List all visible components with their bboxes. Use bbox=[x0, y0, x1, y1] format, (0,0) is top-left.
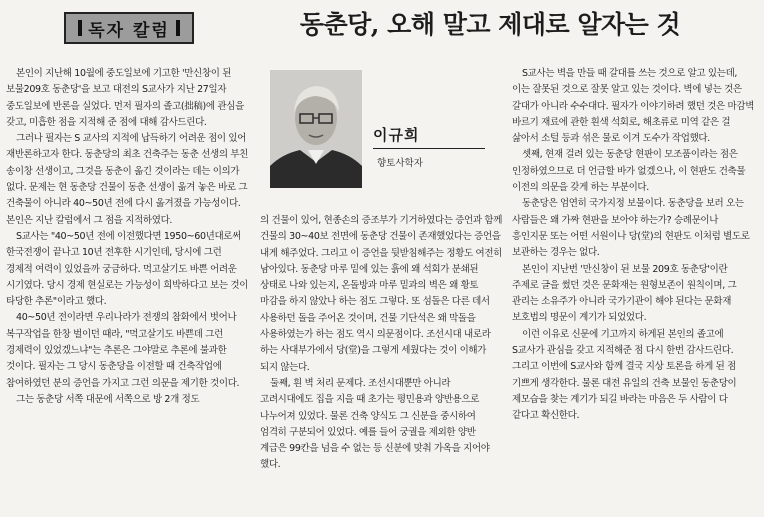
paragraph: S교사는 "40~50년 전에 이전했다면 1950~60년대로써 한국전쟁이 끝나고 10년 전후한 시기인데, 당시에 그런 경제적 여력이 있었을까 궁금하다. 먹고살기도 바쁜 어려운 시기였다. 당시 경제 현실로는 가능성이 희박하다고 보는 것이 타당한 추론"이라고 했다. bbox=[6, 230, 249, 308]
paragraph: 그러나 필자는 S 교사의 지적에 납득하기 어려운 점이 있어 재반론하고자 한다. 동춘당의 최초 건축주는 동춘 선생의 부친 송이창 선생이고, 그것을 동춘이 옮긴 것이라는 데는 이의가 없다. 문제는 현 동춘당 건물이 동춘 선생이 옮겨 놓은 바로 그 건축물이 아니라 40~50년 전에 다시 옮겨졌을 가능성이다. 본인은 지난 칼럼에서 그 점을 지적하였다. bbox=[6, 133, 249, 226]
article-column-2 bbox=[260, 213, 503, 474]
article-column-1 bbox=[6, 66, 250, 408]
paragraph: 본인이 지난해 10월에 중도일보에 기고한 '만신창이 된 보물209호 동춘당'을 보고 대전의 S교사가 지난 27일자 중도일보에 반론을 실었다. 먼저 필자의 졸고(拙稿)에 관심을 갖고, 미흡한 점을 지적해 준 점에 대해 감사드린다. bbox=[6, 68, 244, 128]
article-column-3 bbox=[512, 66, 756, 425]
author-name: 이규희 bbox=[373, 126, 420, 144]
paragraph: 동춘당은 엄연히 국가지정 보물이다. 동춘당을 보러 오는 사람들은 왜 가짜 현판을 보아야 하는가? 승례문이나 흥인지문 또는 어떤 서원이나 당(堂)의 현판도 이처럼 별도로 보관하는 경우는 없다. bbox=[512, 198, 750, 259]
paragraph: S교사는 벽을 만들 때 갈대를 쓰는 것으로 알고 있는데, 이는 잘못된 것으로 잘못 알고 있는 것이다. 벽에 넣는 것은 갈대가 아니라 수수대다. 필자가 이야기하려 했던 것은 마감벽 바르기 재료에 관한 흰색 석회로, 해초류로 미역 같은 걸 삶아서 소털 등과 섞은 물로 이겨 도수가 작업했다. bbox=[512, 68, 755, 145]
paragraph: 이런 이유로 신문에 기고까지 하게된 본인의 졸고에 S교사가 관심을 갖고 지적해준 점 다시 한번 감사드린다. 그리고 이번에 S교사와 함께 결국 지상 토론을 하게 된 점 기쁘게 생각한다. 물론 대전 유일의 건축 보물인 동춘당이 제모습을 찾는 계기가 되길 바라는 마음은 두 사람이 다 같다고 확신한다. bbox=[512, 328, 737, 422]
portrait-photo bbox=[270, 70, 362, 188]
rubric-bar-right bbox=[176, 20, 180, 36]
rubric-bar-left bbox=[78, 20, 82, 36]
paragraph: 그는 동춘당 서쪽 대문에 서쪽으로 방 2개 정도 bbox=[16, 393, 200, 405]
byline-divider bbox=[373, 148, 485, 149]
section-label-box bbox=[64, 12, 194, 44]
section-label: 독자 칼럼 bbox=[88, 20, 170, 41]
paragraph: 본인이 지난번 '만신창이 된 보물 209호 동춘당'이란 주제로 글을 썼던 것은 문화재는 원형보존이 원칙이며, 그 관리는 소유주가 아니라 국가기관이 해야 된다는 문화재 보호법의 명문이 계기가 되었었다. bbox=[512, 263, 737, 324]
paragraph: 둘째, 흰 벽 처리 문제다. 조선시대뿐만 아니라 고려시대에도 집을 지을 때 초가는 평민용과 양반용으로 나누어져 있었다. 물론 건축 양식도 그 신분을 중시하여 엄격히 구분되어 있었다. 예를 들어 궁궐을 제외한 양반 계급은 99칸을 넘을 수 없는 등 신분에 맞춰 가옥을 지어야 했다. bbox=[260, 377, 490, 471]
author-photo bbox=[270, 70, 362, 188]
author-title: 향토사학자 bbox=[377, 158, 423, 169]
headline: 동춘당, 오해 말고 제대로 알자는 것 bbox=[299, 10, 681, 39]
paragraph: 셋째, 현재 걸려 있는 동춘당 현판이 모조품이라는 점은 인정하였으므로 더 언급할 바가 없겠으나, 이 현판도 건축물 이전의 의문을 갖게 하는 부분이다. bbox=[512, 149, 746, 194]
paragraph: 40~50년 전이라면 우리나라가 전쟁의 참화에서 벗어나 복구작업을 한창 벌이던 때라, "먹고살기도 바쁜데 그런 경제력이 있었겠느냐"는 추론은 그야말로 추론에 불과한 것이다. 필자는 그 당시 동춘당을 이전할 때 건축작업에 참여하였던 분의 증언을 가지고 그런 의문을 제기한 것이다. bbox=[6, 312, 240, 389]
paragraph: 의 건물이 있어, 현종손의 증조부가 기거하였다는 증언과 함께 건물의 30~40보 전면에 동춘당 건물이 존재했었다는 증언을 내게 해주었다. 그리고 이 증언을 뒷받침해주는 정황도 여전히 남아있다. 동춘당 마루 밑에 있는 흙에 왜 석회가 분쇄된 상태로 나와 있는지, 온돌방과 마루 밑과의 벽은 왜 황토 마감을 하지 않았나 하는 점도 그렇다. 또 섬돌은 다른 데서 사용하던 돌을 주어온 것이며, 건물 기단석은 왜 막돌을 사용하였는가 하는 점도 역시 의문점이다. 조선시대 내로라 하는 사대부가에서 당(堂)을 그렇게 세웠다는 것이 이해가 되지 않는다. bbox=[260, 215, 503, 373]
